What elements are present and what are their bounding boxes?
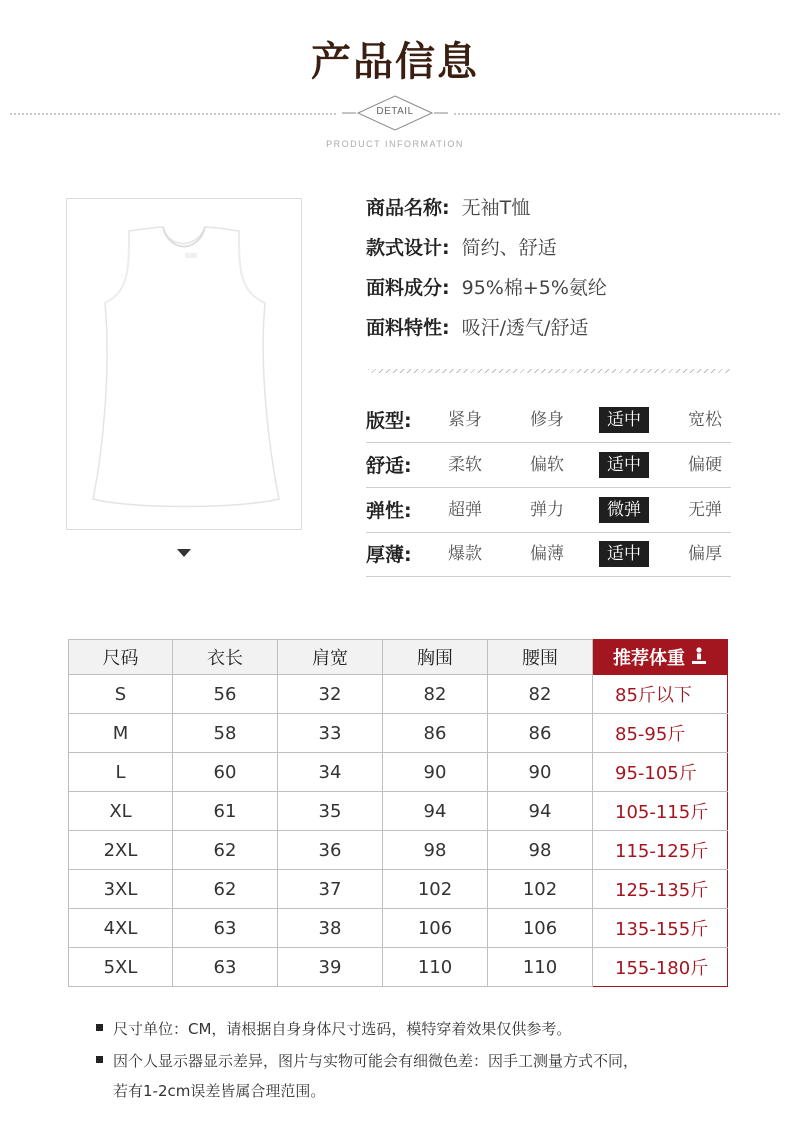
feature-option: 无弹 — [688, 500, 722, 520]
note-text: 若有1-2cm误差皆属合理范围。 — [113, 1082, 326, 1100]
info-row-style — [366, 233, 557, 260]
feature-label: 弹性: — [366, 500, 412, 522]
feature-option-selected: 适中 — [599, 541, 649, 567]
table-cell: L — [69, 753, 173, 792]
feature-option: 偏软 — [530, 455, 564, 475]
table-cell: M — [69, 714, 173, 753]
product-image — [66, 198, 302, 530]
feature-option-selected: 适中 — [599, 407, 649, 433]
table-header: 胸围 — [383, 640, 488, 675]
feature-row — [366, 532, 731, 577]
feature-option-selected: 适中 — [599, 452, 649, 478]
recommended-weight-cell: 125-135斤 — [593, 870, 728, 909]
note-tolerance — [113, 1080, 325, 1101]
table-cell: 35 — [278, 792, 383, 831]
feature-option: 紧身 — [448, 410, 482, 430]
page-title: 产品信息 — [311, 39, 479, 85]
bullet-icon — [96, 1024, 103, 1031]
table-header: 衣长 — [173, 640, 278, 675]
table-cell: 58 — [173, 714, 278, 753]
table-cell: 37 — [278, 870, 383, 909]
table-cell: 90 — [383, 753, 488, 792]
recommended-weight-cell: 105-115斤 — [593, 792, 728, 831]
feature-option: 偏厚 — [688, 544, 722, 564]
tank-top-image — [67, 199, 301, 529]
feature-option: 超弹 — [448, 500, 482, 520]
table-header-row — [69, 640, 728, 675]
info-value: 95%棉+5%氨纶 — [461, 277, 607, 299]
info-value: 吸汗/透气/舒适 — [461, 317, 589, 339]
page-subtitle: PRODUCT INFORMATION — [326, 139, 464, 149]
feature-option: 爆款 — [448, 544, 482, 564]
table-cell: 98 — [488, 831, 593, 870]
table-cell: 5XL — [69, 948, 173, 987]
size-table — [68, 639, 728, 987]
table-cell: 110 — [383, 948, 488, 987]
feature-option-selected: 微弹 — [599, 497, 649, 523]
table-cell: XL — [69, 792, 173, 831]
table-cell: 86 — [488, 714, 593, 753]
table-cell: 34 — [278, 753, 383, 792]
table-cell: 3XL — [69, 870, 173, 909]
table-cell: 63 — [173, 948, 278, 987]
table-cell: 86 — [383, 714, 488, 753]
table-cell: 62 — [173, 870, 278, 909]
divider-right — [454, 113, 780, 115]
table-cell: 36 — [278, 831, 383, 870]
table-header: 腰围 — [488, 640, 593, 675]
table-cell: 39 — [278, 948, 383, 987]
table-row — [69, 753, 728, 792]
table-cell: 61 — [173, 792, 278, 831]
table-row — [69, 909, 728, 948]
table-row — [69, 870, 728, 909]
table-cell: S — [69, 675, 173, 714]
recommended-weight-cell: 155-180斤 — [593, 948, 728, 987]
table-cell: 94 — [383, 792, 488, 831]
table-cell: 62 — [173, 831, 278, 870]
bullet-icon — [96, 1056, 103, 1063]
table-cell: 102 — [383, 870, 488, 909]
table-cell: 110 — [488, 948, 593, 987]
info-label: 款式设计: — [366, 237, 450, 259]
feature-option: 修身 — [530, 410, 564, 430]
table-cell: 102 — [488, 870, 593, 909]
table-cell: 82 — [488, 675, 593, 714]
table-row — [69, 948, 728, 987]
divider-left — [10, 113, 336, 115]
info-row-material — [366, 273, 607, 300]
recommended-weight-cell: 95-105斤 — [593, 753, 728, 792]
table-cell: 106 — [383, 909, 488, 948]
feature-label: 厚薄: — [366, 544, 412, 566]
info-row-fabric-feature — [366, 313, 588, 340]
table-cell: 82 — [383, 675, 488, 714]
table-cell: 38 — [278, 909, 383, 948]
info-label: 面料特性: — [366, 317, 450, 339]
info-label: 面料成分: — [366, 277, 450, 299]
table-cell: 94 — [488, 792, 593, 831]
feature-option: 偏硬 — [688, 455, 722, 475]
note-text: 因个人显示器显示差异，图片与实物可能会有细微色差：因手工测量方式不同， — [113, 1052, 639, 1070]
recommended-weight-cell: 135-155斤 — [593, 909, 728, 948]
feature-label: 版型: — [366, 410, 412, 432]
info-value: 无袖T恤 — [461, 197, 531, 219]
feature-row — [366, 398, 731, 443]
table-cell: 56 — [173, 675, 278, 714]
note-color-diff — [96, 1050, 638, 1071]
recommended-weight-label: 推荐体重 — [613, 647, 685, 669]
info-label: 商品名称: — [366, 197, 450, 219]
hatched-divider — [368, 369, 730, 373]
info-row-name — [366, 193, 530, 220]
detail-badge — [338, 88, 452, 138]
table-header: 肩宽 — [278, 640, 383, 675]
feature-option: 柔软 — [448, 455, 482, 475]
recommended-weight-cell: 115-125斤 — [593, 831, 728, 870]
detail-label: DETAIL — [376, 106, 414, 117]
feature-label: 舒适: — [366, 455, 412, 477]
table-cell: 60 — [173, 753, 278, 792]
feature-option: 偏薄 — [530, 544, 564, 564]
recommended-weight-header — [593, 640, 728, 675]
table-row — [69, 675, 728, 714]
table-cell: 106 — [488, 909, 593, 948]
feature-option: 宽松 — [688, 410, 722, 430]
feature-row — [366, 488, 731, 533]
table-row — [69, 792, 728, 831]
recommended-weight-cell: 85斤以下 — [593, 675, 728, 714]
table-cell: 4XL — [69, 909, 173, 948]
note-text: 尺寸单位：CM，请根据自身身体尺寸选码，模特穿着效果仅供参考。 — [113, 1020, 572, 1038]
person-on-scale-icon — [691, 647, 707, 670]
table-row — [69, 714, 728, 753]
feature-option: 弹力 — [530, 500, 564, 520]
triangle-down-icon[interactable] — [177, 549, 191, 557]
table-header: 尺码 — [69, 640, 173, 675]
note-unit — [96, 1018, 571, 1039]
table-cell: 98 — [383, 831, 488, 870]
table-cell: 63 — [173, 909, 278, 948]
table-row — [69, 831, 728, 870]
table-cell: 33 — [278, 714, 383, 753]
table-cell: 2XL — [69, 831, 173, 870]
table-cell: 90 — [488, 753, 593, 792]
feature-row — [366, 443, 731, 488]
recommended-weight-cell: 85-95斤 — [593, 714, 728, 753]
info-value: 简约、舒适 — [461, 237, 557, 259]
table-cell: 32 — [278, 675, 383, 714]
